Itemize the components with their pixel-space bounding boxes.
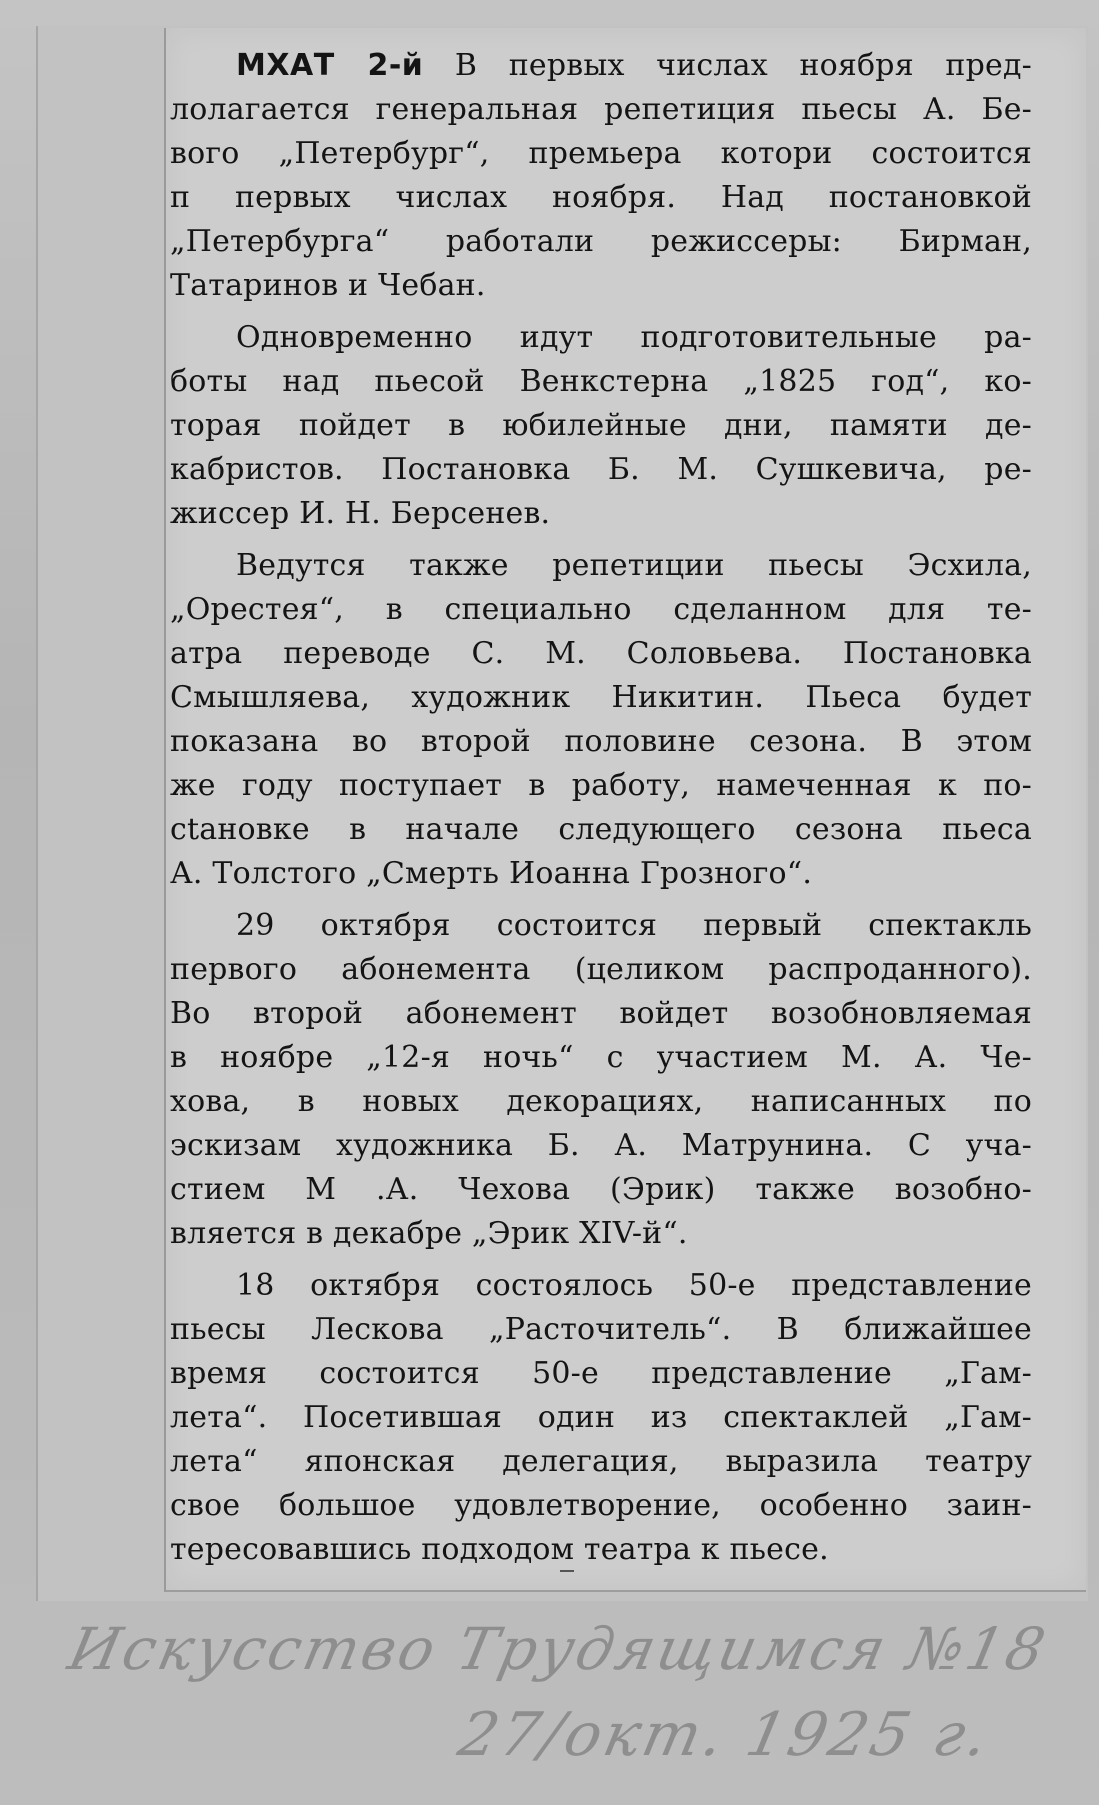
text-line: сtановке в начале следующего сезона пьеса: [170, 812, 1032, 847]
text-line: 18 октября состоялось 50-е представление: [236, 1268, 1032, 1303]
text-line: торая пойдет в юбилейные дни, памяти де-: [170, 408, 1032, 443]
text-line: „Орестея“, в специально сделанном для те-: [170, 592, 1032, 627]
text-line: п первых числах ноября. Над постановкой: [170, 180, 1032, 215]
paragraph-3: [170, 544, 1032, 896]
paragraph-2: [170, 316, 1032, 536]
text-line: А. Толстого „Смерть Иоанна Грозного“.: [170, 856, 813, 891]
text-line: боты над пьесой Венкстерна „1825 год“, ко-: [170, 364, 1032, 399]
text-line: Во второй абонемент войдет возобновляемая: [170, 996, 1032, 1031]
text-line: лета“ японская делегация, выразила театру: [170, 1444, 1032, 1479]
text-line: пьесы Лескова „Расточитель“. В ближайшее: [170, 1312, 1032, 1347]
text-line: Смышляева, художник Никитин. Пьеса будет: [170, 680, 1032, 715]
text-line: первого абонемента (целиком распроданного).: [170, 952, 1032, 987]
text-line: лолагается генеральная репетиция пьесы А. Бе-: [170, 92, 1032, 127]
text-line-content: В первых числах ноября пред-: [454, 48, 1032, 83]
text-line: [170, 44, 1032, 88]
text-line: хова, в новых декорациях, написанных по: [170, 1084, 1032, 1119]
text-line: жиссер И. Н. Берсенев.: [170, 496, 551, 531]
text-line: кабристов. Постановка Б. М. Сушкевича, ре-: [170, 452, 1032, 487]
paragraph-5: [170, 1264, 1032, 1572]
text-line: вого „Петербург“, премьера котори состоится: [170, 136, 1032, 171]
paragraph-1: [170, 44, 1032, 308]
text-line: время состоится 50-е представление „Гам-: [170, 1356, 1032, 1391]
text-line: „Петербурга“ работали режиссеры: Бирман,: [170, 224, 1032, 259]
text-line: Одновременно идут подготовительные ра-: [236, 320, 1032, 355]
text-line: вляется в декабре „Эрик XIV-й“.: [170, 1216, 688, 1251]
text-line: свое большое удовлетворение, особенно заин-: [170, 1488, 1032, 1523]
text-line: стием М .А. Чехова (Эрик) также возобно-: [170, 1172, 1032, 1207]
text-line: 29 октября состоится первый спектакль: [236, 908, 1032, 943]
handwritten-source-note: Искусство Трудящимся №18: [62, 1615, 1054, 1683]
text-line: эскизам художника Б. А. Матрунина. С уча-: [170, 1128, 1032, 1163]
text-line: в ноябре „12-я ночь“ с участием М. А. Че-: [170, 1040, 1032, 1075]
article-heading: МХАТ 2-й: [236, 48, 424, 83]
text-line: лета“. Посетившая один из спектаклей „Гам-: [170, 1400, 1032, 1435]
text-line: Татаринов и Чебан.: [170, 268, 486, 303]
text-line: тересовавшись подходом театра к пьесе.: [170, 1532, 829, 1567]
divider-mark: [560, 1570, 574, 1572]
article-body: [170, 44, 1032, 1580]
text-line: атра переводе С. М. Соловьева. Постановка: [170, 636, 1032, 671]
text-line: показана во второй половине сезона. В этом: [170, 724, 1032, 759]
text-line: Ведутся также репетиции пьесы Эсхила,: [236, 548, 1032, 583]
paragraph-4: [170, 904, 1032, 1256]
text-line: же году поступает в работу, намеченная к по-: [170, 768, 1032, 803]
handwritten-date-note: 27/окт. 1925 г.: [452, 1700, 998, 1770]
